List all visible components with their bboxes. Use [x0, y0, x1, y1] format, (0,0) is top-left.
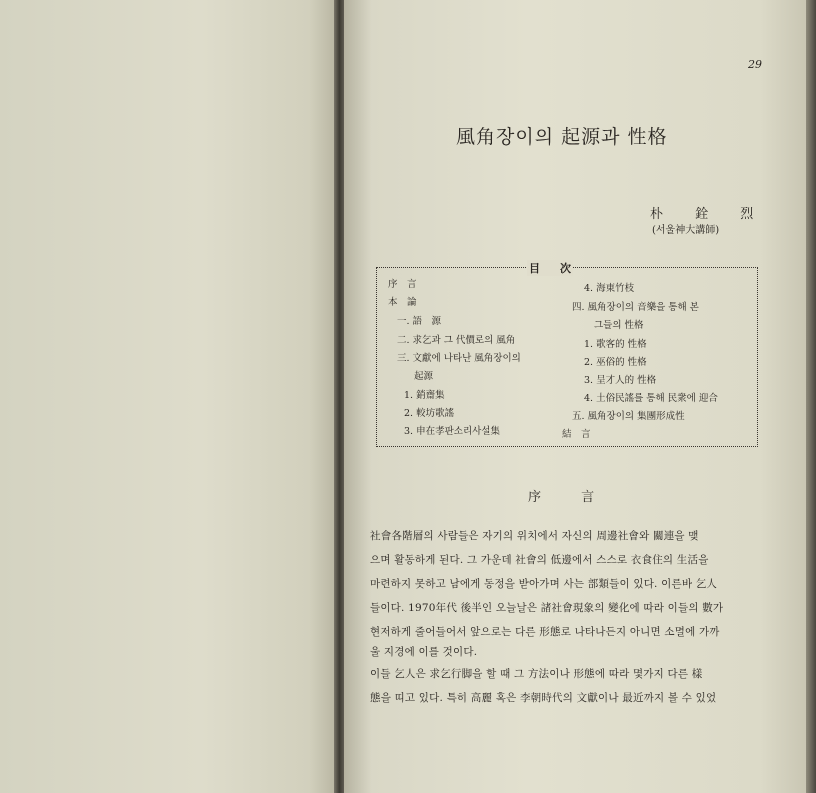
- toc-item: 1. 歌客的 性格: [584, 339, 647, 350]
- toc-item: 結 言: [562, 429, 591, 440]
- toc-item: 4. 海東竹枝: [584, 283, 635, 294]
- toc-item: 五. 風角장이의 集團形成性: [572, 411, 685, 422]
- page-edge: [806, 0, 816, 793]
- body-line: 들이다. 1970年代 後半인 오늘날은 諸社會現象의 變化에 따라 이들의 數가: [370, 602, 724, 614]
- left-page: [0, 0, 336, 793]
- body-line: 현저하게 줄어들어서 앞으로는 다른 形態로 나타나든지 아니면 소멸에 가까: [370, 626, 720, 638]
- body-line: 態을 띠고 있다. 특히 高麗 혹은 李朝時代의 文獻이나 最近까지 볼 수 있었: [370, 692, 717, 704]
- section-heading: 序 言: [528, 490, 613, 505]
- toc-heading-left: 目: [529, 262, 560, 275]
- body-line: 이들 乞人은 求乞行脚을 할 때 그 方法이나 形態에 따라 몇가지 다른 樣: [370, 668, 703, 680]
- author-affiliation: (서울神大講師): [652, 225, 720, 236]
- toc-item: 4. 土俗民謠를 통해 民衆에 迎合: [584, 393, 718, 404]
- toc-item: 1. 銷齋集: [404, 390, 445, 401]
- toc-item: 序 言: [388, 279, 417, 290]
- toc-item: 2. 巫俗的 性格: [584, 357, 647, 368]
- body-line: 울 지경에 이를 것이다.: [370, 646, 478, 658]
- body-line: 社會各階層의 사람들은 자기의 위치에서 자신의 周邊社會와 關連을 맺: [370, 530, 699, 542]
- toc-item: 3. 呈才人的 性格: [584, 375, 657, 386]
- author-name: 朴 銓 烈: [650, 207, 768, 222]
- toc-item: 一. 語 源: [397, 316, 442, 327]
- article-title: 風角장이의 起源과 性格: [456, 126, 668, 148]
- toc-item: 三. 文獻에 나타난 風角장이의: [397, 353, 521, 364]
- toc-heading-right: 次: [560, 262, 571, 275]
- body-line: 으며 활동하게 된다. 그 가운데 社會의 低邊에서 스스로 衣食住의 生活을: [370, 554, 709, 566]
- body-line: 마련하지 못하고 남에게 동정을 받아가며 사는 部類들이 있다. 이른바 乞人: [370, 578, 718, 590]
- toc-item: 2. 較坊歌謠: [404, 408, 455, 419]
- toc-item: 二. 求乞과 그 代價로의 風角: [397, 335, 516, 346]
- toc-item: 그들의 性格: [594, 320, 644, 331]
- toc-item: 起源: [414, 371, 434, 382]
- page-number: 29: [748, 58, 762, 71]
- toc-heading: [527, 260, 573, 276]
- toc-item: 本 論: [388, 297, 417, 308]
- toc-item: 四. 風角장이의 音樂을 통해 본: [572, 302, 699, 313]
- toc-item: 3. 申在孝판소리사설集: [404, 426, 500, 437]
